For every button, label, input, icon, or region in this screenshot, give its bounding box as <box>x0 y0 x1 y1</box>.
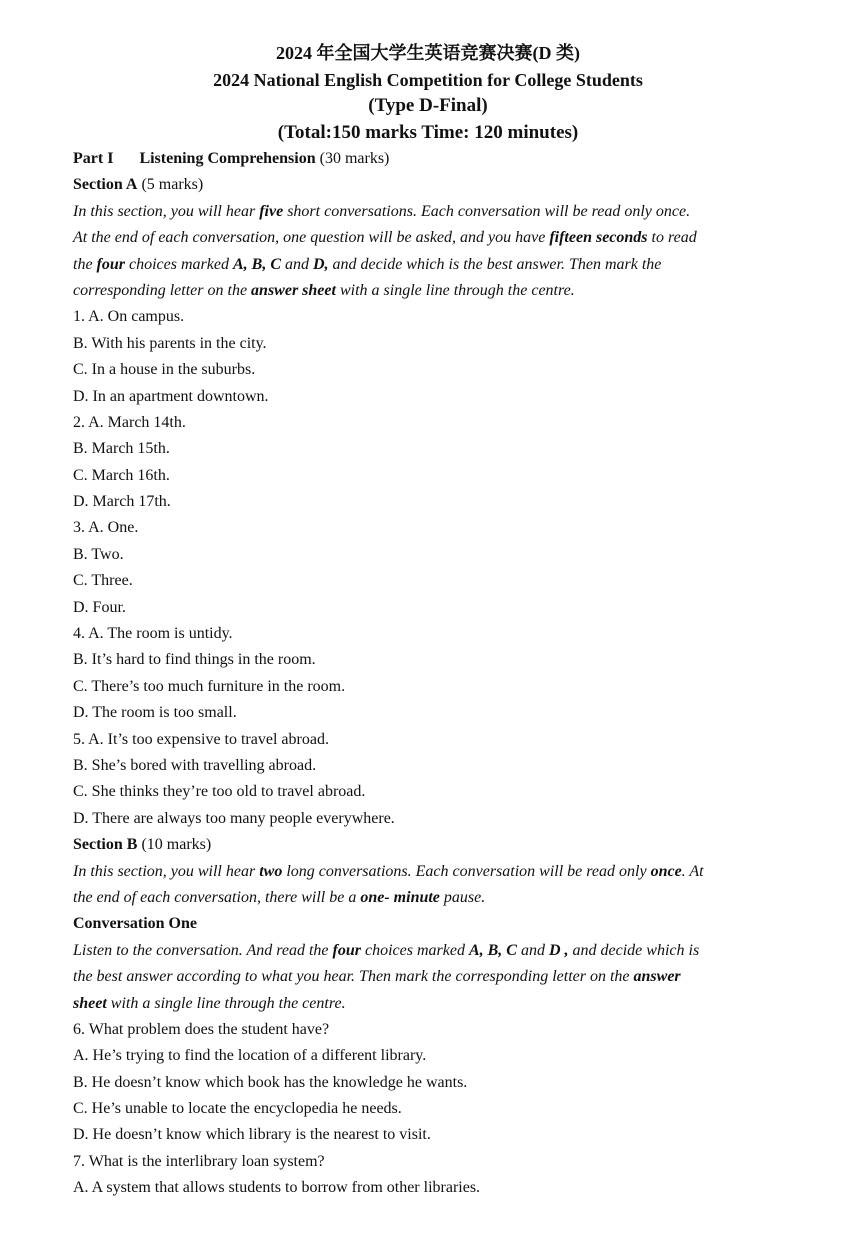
answer-option: B. Two. <box>73 545 124 563</box>
conversation-instruction-line: Listen to the conversation. And read the four choices marked A, B, C and D , and decide which is <box>73 941 700 959</box>
section-b-heading <box>73 832 793 858</box>
answer-option: C. She thinks they’re too old to travel abroad. <box>73 783 366 801</box>
answer-option: B. With his parents in the city. <box>73 334 267 352</box>
exam-type: (Type D-Final) <box>368 95 488 116</box>
section-a-instruction-line: At the end of each conversation, one question will be asked, and you have fifteen seconds to read <box>73 229 697 247</box>
section-a-instruction-line: In this section, you will hear five short conversations. Each conversation will be read only once. <box>73 202 691 220</box>
section-b-label: Section B <box>73 836 138 854</box>
question-item: 6. What problem does the student have? <box>73 1020 330 1038</box>
answer-option: 1. A. On campus. <box>73 308 185 326</box>
section-a-instruction-line: corresponding letter on the answer sheet with a single line through the centre. <box>73 281 575 299</box>
section-a-heading <box>73 172 793 198</box>
part-heading <box>73 146 793 172</box>
answer-option: B. It’s hard to find things in the room. <box>73 651 316 669</box>
answer-option: D. March 17th. <box>73 493 171 511</box>
section-a-marks: (5 marks) <box>137 176 204 194</box>
conversation-instruction-line: sheet with a single line through the centre. <box>73 994 346 1012</box>
answer-option: C. In a house in the suburbs. <box>73 361 256 379</box>
answer-option: C. March 16th. <box>73 466 170 484</box>
section-b-marks: (10 marks) <box>137 836 212 854</box>
section-b-instruction-line: the end of each conversation, there will be a one- minute pause. <box>73 888 486 906</box>
answer-option: 3. A. One. <box>73 519 139 537</box>
answer-option: B. March 15th. <box>73 440 170 458</box>
title-english: 2024 National English Competition for College Students <box>213 69 643 90</box>
answer-option: A. He’s trying to find the location of a different library. <box>73 1047 427 1065</box>
answer-option: C. Three. <box>73 572 133 590</box>
part-label: Part I <box>73 150 114 167</box>
section-a-label: Section A <box>73 176 138 194</box>
answer-option: D. The room is too small. <box>73 704 237 722</box>
answer-option: 2. A. March 14th. <box>73 413 186 431</box>
exam-meta: (Total:150 marks Time: 120 minutes) <box>277 121 579 143</box>
answer-option: 4. A. The room is untidy. <box>73 625 233 643</box>
exam-header <box>0 40 856 146</box>
part-title: Listening Comprehension <box>139 150 316 167</box>
answer-option: D. In an apartment downtown. <box>73 387 269 405</box>
answer-option: D. He doesn’t know which library is the nearest to visit. <box>73 1126 431 1144</box>
answer-option: A. A system that allows students to borrow from other libraries. <box>73 1179 481 1197</box>
conversation-one-heading: Conversation One <box>73 915 197 933</box>
title-chinese: 2024 年全国大学生英语竞赛决赛(D 类) <box>276 43 580 63</box>
section-b-instruction-line: In this section, you will hear two long conversations. Each conversation will be read only once. At <box>73 862 704 880</box>
answer-option: B. He doesn’t know which book has the knowledge he wants. <box>73 1073 468 1091</box>
answer-option: C. There’s too much furniture in the room. <box>73 677 346 695</box>
answer-option: 5. A. It’s too expensive to travel abroad. <box>73 730 329 748</box>
conversation-instruction-line: the best answer according to what you hear. Then mark the corresponding letter on the answer <box>73 968 681 986</box>
section-a-instruction-line: the four choices marked A, B, C and D, and decide which is the best answer. Then mark the <box>73 255 662 273</box>
question-item: 7. What is the interlibrary loan system? <box>73 1152 325 1170</box>
answer-option: D. Four. <box>73 598 126 616</box>
answer-option: C. He’s unable to locate the encyclopedia he needs. <box>73 1100 402 1118</box>
answer-option: D. There are always too many people everywhere. <box>73 809 395 827</box>
part-marks: (30 marks) <box>315 150 390 167</box>
answer-option: B. She’s bored with travelling abroad. <box>73 756 317 774</box>
exam-body <box>73 146 793 1202</box>
